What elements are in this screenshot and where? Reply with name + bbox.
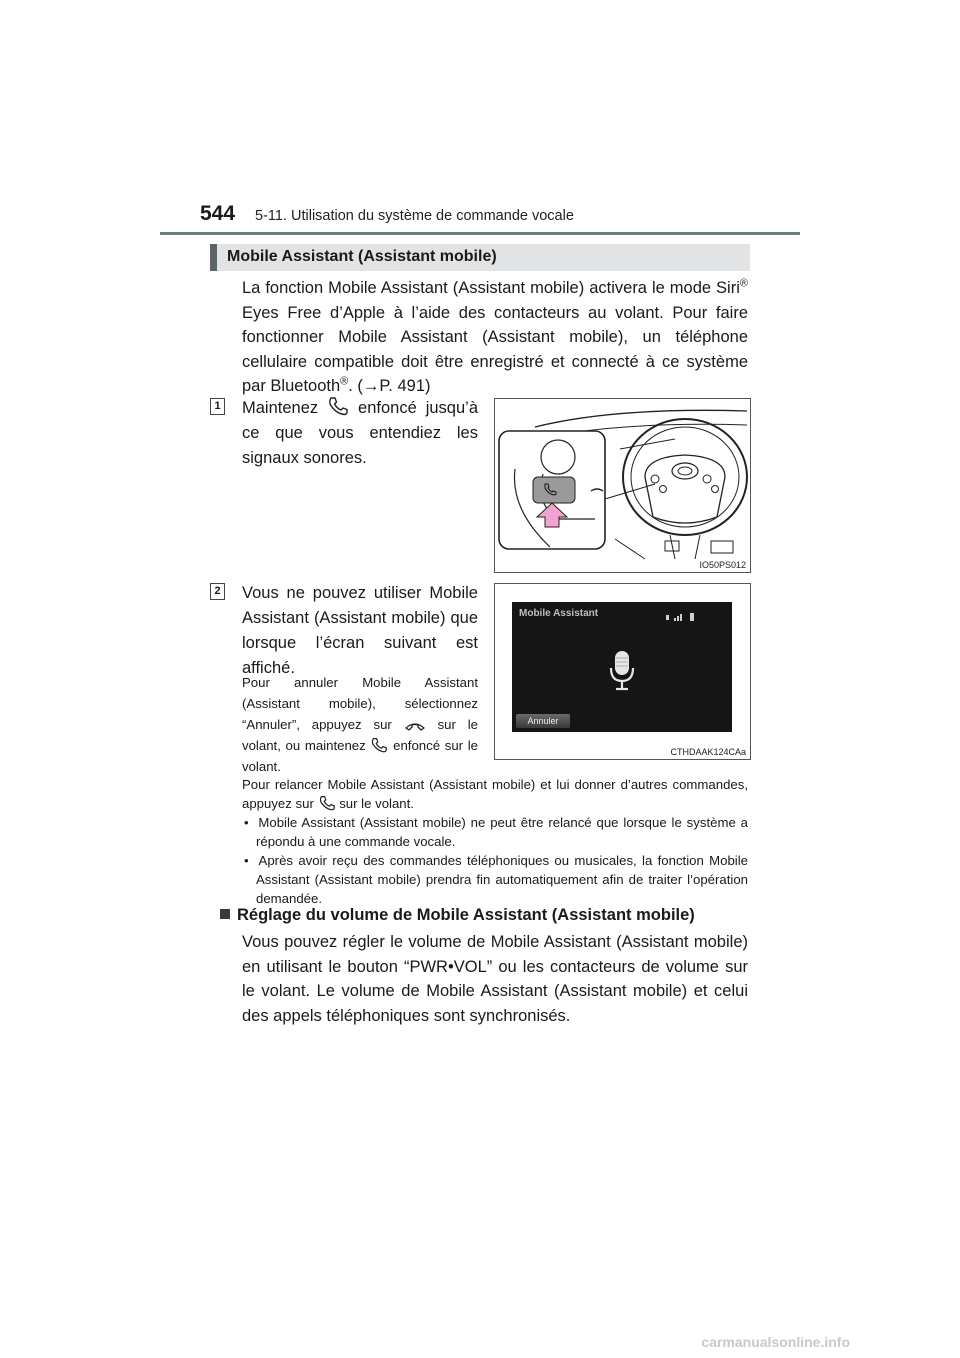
phone-handset-icon — [318, 795, 336, 811]
screen-cancel-button[interactable]: Annuler — [516, 714, 570, 728]
cancel-note-c: enfoncé sur le volant. — [242, 738, 478, 774]
cancel-note-b: sur le volant, ou maintenez — [242, 717, 479, 753]
bullet-text: Après avoir reçu des commandes téléphoniques ou musicales, la fonction Mobile Assistant (Assistant mobile) prendra fin automatiquement afin de traiter l’opération demandée. — [256, 853, 748, 906]
mobile-assistant-screen-figure — [494, 583, 751, 760]
steering-wheel-illustration — [495, 399, 750, 572]
phone-handset-icon — [370, 737, 388, 753]
step-number-1: 1 — [210, 398, 225, 415]
cancel-note-a: Pour annuler Mobile Assistant (Assistant mobile), sélectionnez “Annuler”, appuyez sur — [242, 675, 478, 732]
list-item: • Mobile Assistant (Assistant mobile) ne peut être relancé que lorsque le système a répondu à une commande vocale. — [244, 815, 748, 849]
relaunch-note-b: sur le volant. — [339, 796, 414, 811]
section-heading — [210, 244, 750, 271]
relaunch-note-a: Pour relancer Mobile Assistant (Assistant mobile) et lui donner d’autres commandes, appuyez sur — [242, 777, 748, 811]
phone-hangup-icon — [404, 720, 426, 732]
screen-status-icons — [666, 609, 700, 627]
step-1-text-a: Maintenez — [242, 399, 319, 417]
registered-mark: ® — [739, 277, 748, 290]
list-item: • Après avoir reçu des commandes téléphoniques ou musicales, la fonction Mobile Assistant (Assistant mobile) prendra fin automatiquement afin de traiter l’opération demandée. — [244, 853, 748, 906]
volume-heading-text: Réglage du volume de Mobile Assistant (Assistant mobile) — [237, 906, 695, 924]
step-number-2: 2 — [210, 583, 225, 600]
phone-handset-icon — [327, 396, 349, 416]
cancel-note — [242, 672, 478, 777]
header-rule — [160, 232, 800, 235]
microphone-icon — [608, 650, 636, 692]
step-2-text: Vous ne pouvez utiliser Mobile Assistant (Assistant mobile) que lorsque l’écran suivant est affiché. — [242, 584, 478, 677]
volume-paragraph: Vous pouvez régler le volume de Mobile Assistant (Assistant mobile) en utilisant le bouton “PWR•VOL” ou les contacteurs de volume sur le volant. Le volume de Mobile Assistant (Assistant mobile) et celui des appels téléphoniques sont synchronisés. — [242, 933, 748, 1025]
steering-wheel-figure — [494, 398, 751, 573]
intro-paragraph — [242, 276, 748, 399]
page-number: 544 — [200, 202, 236, 225]
square-bullet-icon — [220, 909, 230, 919]
figure-code: IO50PS012 — [699, 560, 746, 570]
signal-battery-icon — [666, 612, 700, 622]
volume-subheading — [220, 906, 695, 925]
figure-code: CTHDAAK124CAa — [670, 747, 746, 757]
bullet-text: Mobile Assistant (Assistant mobile) ne peut être relancé que lorsque le système a répondu à une commande vocale. — [256, 815, 748, 849]
section-heading-text: Mobile Assistant (Assistant mobile) — [227, 248, 497, 265]
intro-text-2: Eyes Free d’Apple à l’aide des contacteurs au volant. Pour faire fonctionner Mobile Assistant (Assistant mobile), un téléphone cellulaire compatible doit être enregistré et connecté à ce système par Bluetooth — [242, 303, 748, 395]
step-1-text-b: enfoncé jusqu’à ce que vous entendiez les signaux sonores. — [242, 399, 478, 467]
intro-text-3: . (→P. 491) — [348, 377, 431, 395]
relaunch-note — [242, 775, 748, 813]
section-running-head: 5-11. Utilisation du système de commande vocale — [255, 208, 574, 224]
watermark: carmanualsonline.info — [701, 1334, 850, 1350]
intro-text-1: La fonction Mobile Assistant (Assistant mobile) activera le mode Siri — [242, 279, 740, 297]
mobile-assistant-screen — [512, 602, 732, 732]
registered-mark: ® — [340, 375, 349, 388]
step-1-text — [242, 396, 478, 471]
screen-title: Mobile Assistant — [519, 608, 599, 619]
